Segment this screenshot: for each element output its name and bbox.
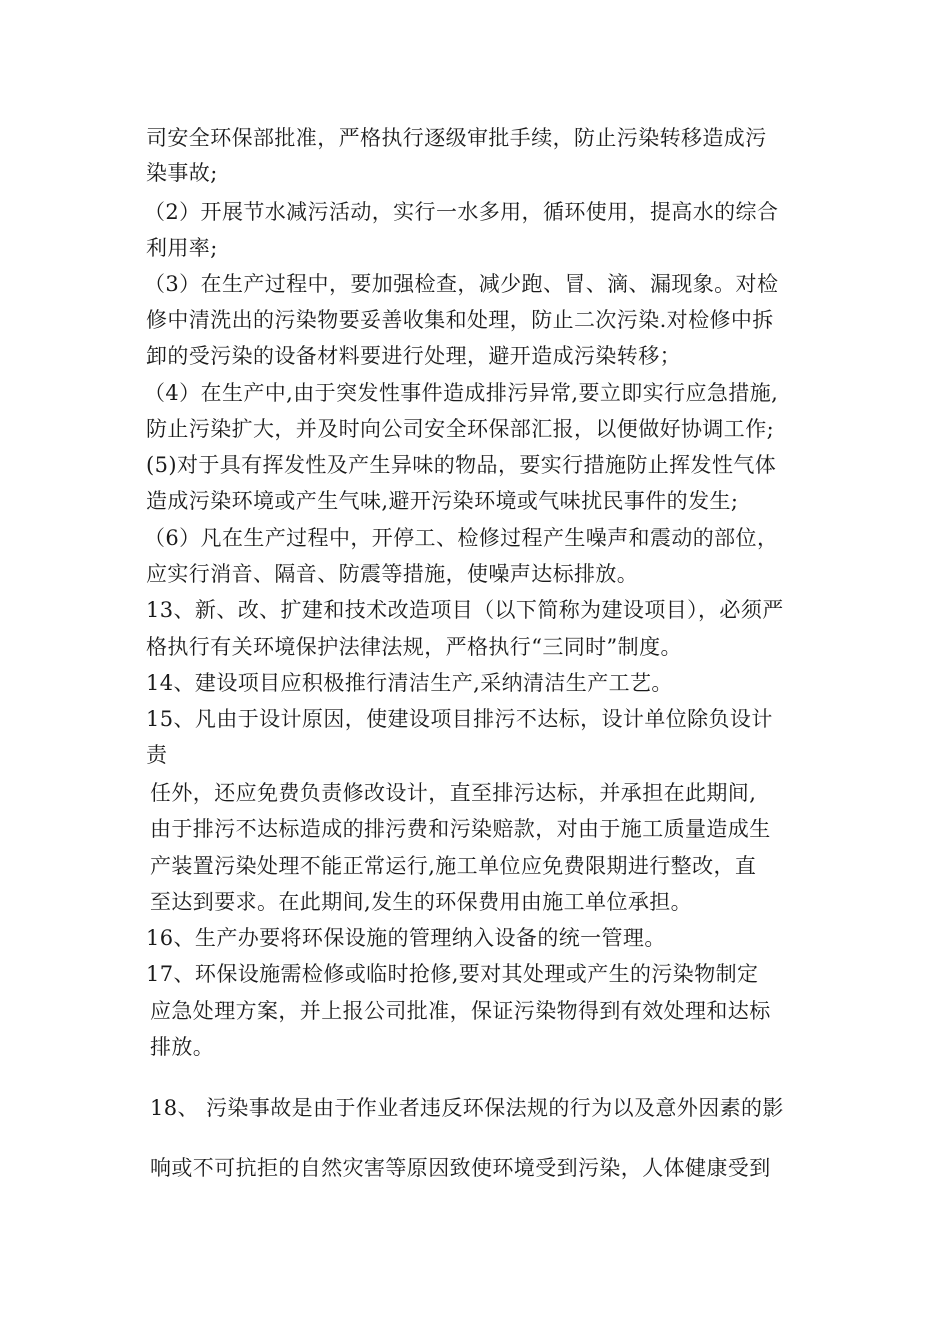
text-line: 13、新、改、扩建和技术改造项目（以下简称为建设项目），必须严 (146, 598, 784, 622)
text-line: 利用率; (146, 236, 218, 260)
text-line: （6）凡在生产过程中，开停工、检修过程产生噪声和震动的部位， (144, 526, 779, 550)
text-line: 至达到要求。在此期间,发生的环保费用由施工单位承担。 (150, 890, 693, 914)
text-line: 修中清洗出的污染物要妥善收集和处理，防止二次污染.对检修中拆 (146, 308, 774, 332)
text-line: 应急处理方案，并上报公司批准，保证污染物得到有效处理和达标 (150, 999, 771, 1023)
text-line: 由于排污不达标造成的排污费和污染赔款，对由于施工质量造成生 (150, 817, 771, 841)
text-line: 14、建设项目应积极推行清洁生产,采纳清洁生产工艺。 (146, 671, 673, 695)
text-line: 产装置污染处理不能正常运行,施工单位应免费限期进行整改，直 (150, 854, 757, 878)
text-line: 16、生产办要将环保设施的管理纳入设备的统一管理。 (146, 926, 666, 950)
text-line: 格执行有关环境保护法律法规，严格执行“三同时”制度。 (146, 635, 682, 659)
text-line: 应实行消音、隔音、防震等措施，使噪声达标排放。 (146, 562, 639, 586)
text-line: 15、凡由于设计原因，使建设项目排污不达标，设计单位除负设计 (146, 707, 773, 731)
text-line: (5)对于具有挥发性及产生异味的物品，要实行措施防止挥发性气体 (146, 453, 777, 477)
text-line: 责 (146, 743, 168, 767)
text-line: 染事故; (146, 161, 218, 185)
text-line: （4）在生产中,由于突发性事件造成排污异常,要立即实行应急措施, (144, 381, 779, 405)
text-line: （2）开展节水减污活动，实行一水多用，循环使用，提高水的综合 (144, 200, 779, 224)
text-line: （3）在生产过程中，要加强检查，减少跑、冒、滴、漏现象。对检 (144, 272, 779, 296)
text-line: 防止污染扩大，并及时向公司安全环保部汇报，以便做好协调工作; (146, 417, 775, 441)
text-line: 17、环保设施需检修或临时抢修,要对其处理或产生的污染物制定 (146, 962, 759, 986)
text-line: 18、 污染事故是由于作业者违反环保法规的行为以及意外因素的影 (150, 1096, 784, 1120)
text-line: 司安全环保部批准，严格执行逐级审批手续，防止污染转移造成污 (146, 126, 767, 150)
text-line: 响或不可抗拒的自然灾害等原因致使环境受到污染，人体健康受到 (150, 1156, 771, 1180)
text-line: 任外，还应免费负责修改设计，直至排污达标，并承担在此期间, (150, 781, 757, 805)
text-line: 排放。 (150, 1035, 215, 1059)
text-line: 造成污染环境或产生气味,避开污染环境或气味扰民事件的发生; (146, 489, 739, 513)
text-line: 卸的受污染的设备材料要进行处理，避开造成污染转移； (146, 344, 681, 368)
